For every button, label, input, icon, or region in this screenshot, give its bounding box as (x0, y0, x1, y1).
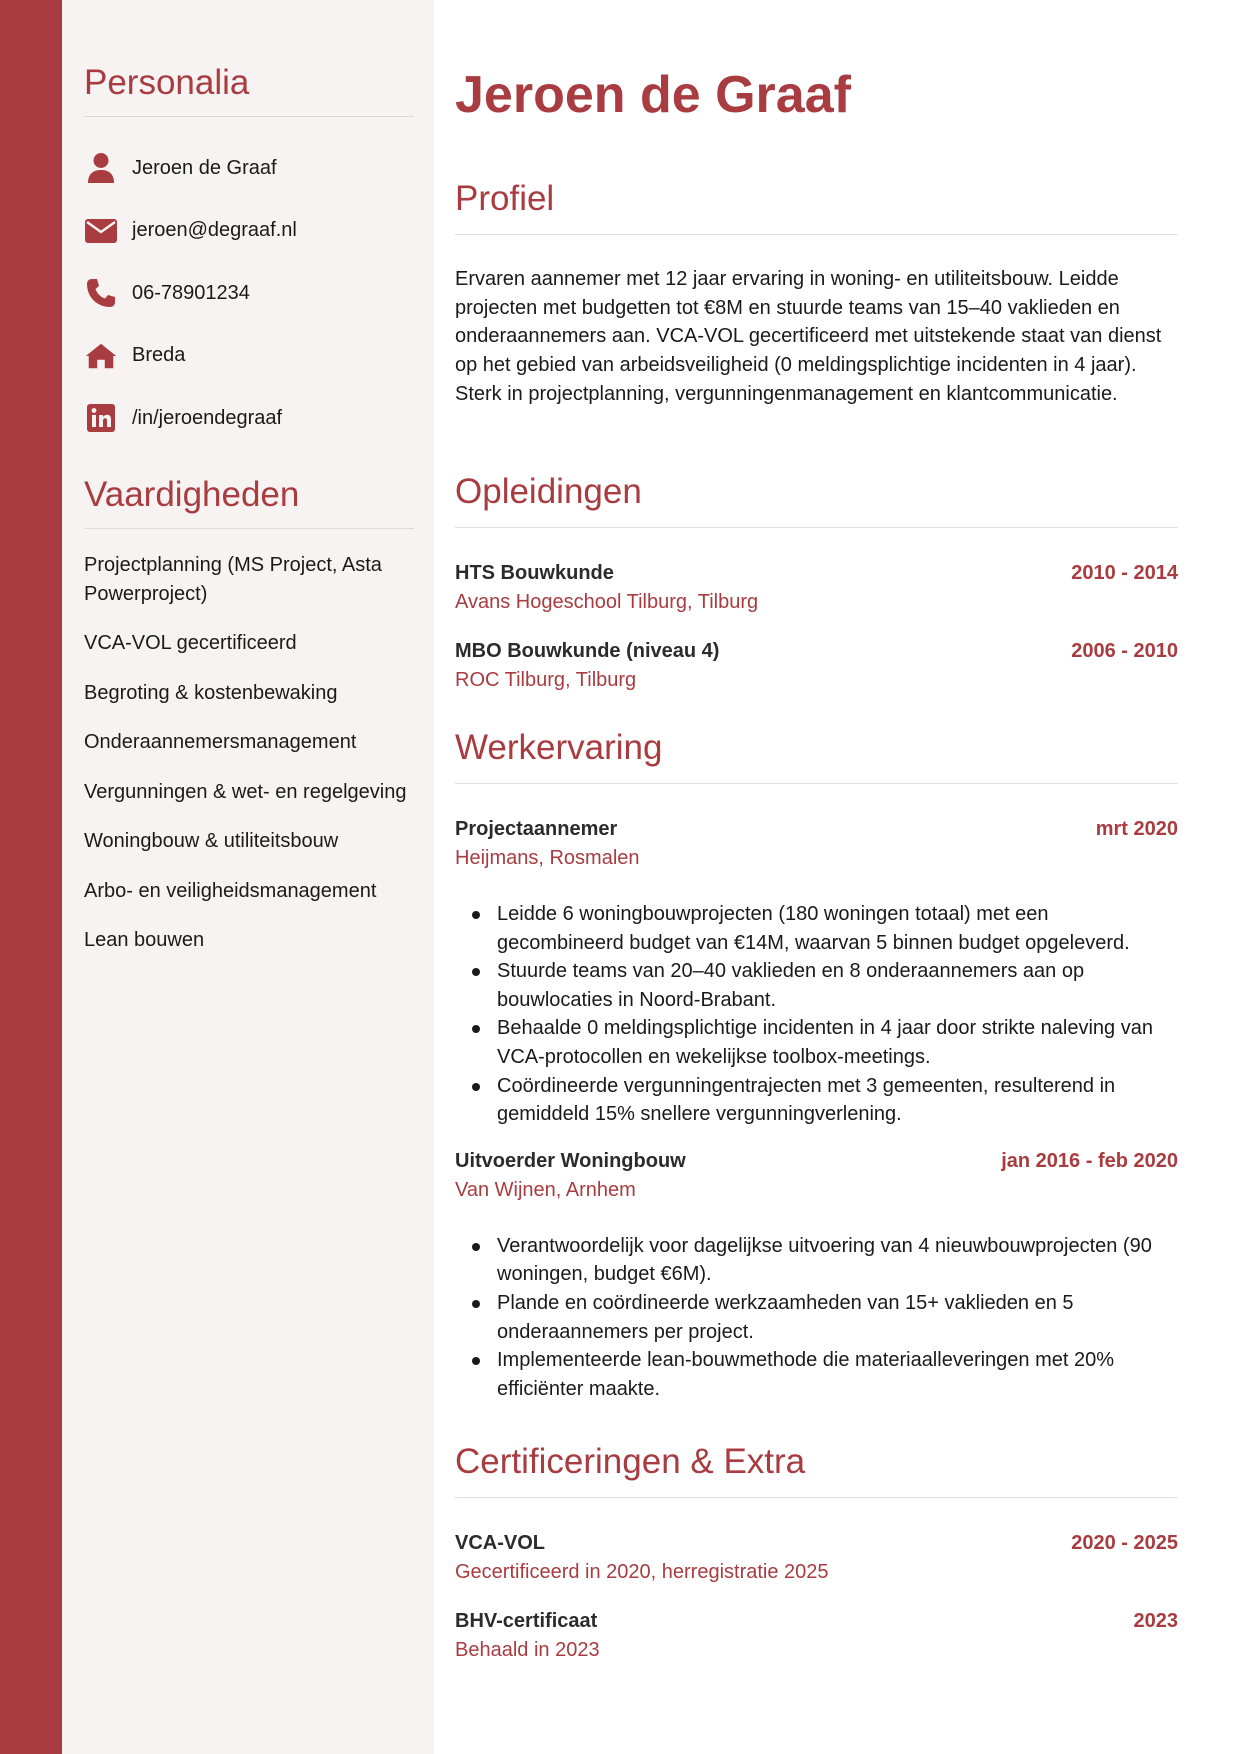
entry-title: Projectaannemer (455, 818, 618, 840)
entry-date: 2010 - 2014 (1071, 562, 1178, 584)
entry-subtitle: Behaald in 2023 (455, 1639, 600, 1661)
education-entry (455, 559, 1178, 617)
divider (455, 1497, 1178, 1498)
bullet-list (455, 1232, 1178, 1404)
personal-section (84, 62, 414, 450)
entry-title: BHV-certificaat (455, 1610, 598, 1632)
contact-list (84, 137, 414, 450)
contact-linkedin[interactable] (84, 387, 414, 450)
entry-subtitle: Van Wijnen, Arnhem (455, 1178, 636, 1201)
list-item: Leidde 6 woningbouwprojecten (180 woningen totaal) met een gecombineerd budget van €14M, waarvan 5 binnen budget opgeleverd. (455, 900, 1178, 957)
skill-item: Woningbouw & utiliteitsbouw (84, 830, 339, 852)
envelope-icon (84, 214, 118, 248)
contact-phone[interactable] (84, 262, 414, 325)
skill-item: Lean bouwen (84, 929, 205, 951)
experience-entry (455, 1147, 1178, 1404)
accent-bar (0, 0, 62, 1754)
divider (84, 116, 414, 117)
skill-item: Begroting & kostenbewaking (84, 681, 338, 704)
skill-item: Onderaannemersmanagement (84, 731, 357, 753)
entry-date: 2006 - 2010 (1071, 640, 1178, 662)
divider (84, 528, 414, 529)
profile-title: Profiel (455, 179, 555, 218)
entry-title: HTS Bouwkunde (455, 562, 614, 584)
entry-subtitle: Gecertificeerd in 2020, herregistratie 2025 (455, 1561, 829, 1583)
entry-title: VCA-VOL (455, 1532, 545, 1554)
entry-subtitle: Heijmans, Rosmalen (455, 847, 640, 869)
entry-title: MBO Bouwkunde (niveau 4) (455, 640, 720, 662)
home-icon (84, 339, 118, 373)
entry-date: 2020 - 2025 (1071, 1532, 1178, 1554)
entry-subtitle: ROC Tilburg, Tilburg (455, 669, 637, 691)
education-section (455, 471, 1178, 695)
skill-item: Vergunningen & wet- en regelgeving (84, 780, 407, 803)
contact-email[interactable] (84, 200, 414, 263)
entry-title: Uitvoerder Woningbouw (455, 1149, 686, 1172)
entry-date: mrt 2020 (1095, 818, 1178, 840)
main-content (434, 0, 1241, 1754)
divider (455, 234, 1178, 235)
list-item: Coördineerde vergunningentrajecten met 3 gemeenten, resulterend in gemiddeld 15% snellere vergunningverlening. (455, 1072, 1178, 1129)
experience-title: Werkervaring (455, 728, 663, 767)
profile-section (455, 178, 1178, 409)
sidebar (62, 0, 434, 1754)
divider (455, 527, 1178, 528)
list-item: Plande en coördineerde werkzaamheden van 15+ vaklieden en 5 onderaannemers per project. (455, 1289, 1178, 1346)
page-title: Jeroen de Graaf (455, 66, 851, 124)
skill-item: Projectplanning (MS Project, Asta Powerproject) (84, 554, 382, 605)
education-entry (455, 637, 1178, 695)
education-title: Opleidingen (455, 472, 642, 511)
phone-icon (84, 276, 118, 310)
skill-item: Arbo- en veiligheidsmanagement (84, 879, 377, 902)
entry-date: jan 2016 - feb 2020 (1001, 1149, 1178, 1172)
certifications-section (455, 1441, 1178, 1665)
divider (455, 783, 1178, 784)
contact-text: Jeroen de Graaf (132, 156, 277, 179)
contact-text: /in/jeroendegraaf (132, 406, 283, 429)
certification-entry (455, 1529, 1178, 1587)
skills-section (84, 474, 414, 976)
certification-entry (455, 1607, 1178, 1665)
list-item: Implementeerde lean-bouwmethode die materiaalleveringen met 20% efficiënter maakte. (455, 1346, 1178, 1403)
list-item: Verantwoordelijk voor dagelijkse uitvoering van 4 nieuwbouwprojecten (90 woningen, budget €6M). (455, 1232, 1178, 1289)
certifications-title: Certificeringen & Extra (455, 1442, 806, 1481)
user-icon (84, 151, 118, 185)
contact-text: jeroen@degraaf.nl (132, 219, 297, 242)
skills-list (84, 551, 414, 955)
bullet-list (455, 900, 1178, 1129)
contact-text: Breda (132, 344, 186, 367)
skills-title: Vaardigheden (84, 475, 300, 514)
list-item: Behaalde 0 meldingsplichtige incidenten in 4 jaar door strikte naleving van VCA-protocollen en wekelijkse toolbox-meetings. (455, 1014, 1178, 1071)
entry-date: 2023 (1133, 1610, 1178, 1632)
personal-title: Personalia (84, 63, 250, 102)
experience-entry (455, 815, 1178, 1129)
skill-item: VCA-VOL gecertificeerd (84, 632, 297, 654)
linkedin-icon (84, 401, 118, 435)
experience-section (455, 727, 1178, 1403)
list-item: Stuurde teams van 20–40 vaklieden en 8 onderaannemers aan op bouwlocaties in Noord-Brabant. (455, 957, 1178, 1014)
contact-text: 06-78901234 (132, 281, 250, 304)
contact-name (84, 137, 414, 200)
profile-text: Ervaren aannemer met 12 jaar ervaring in woning- en utiliteitsbouw. Leidde projecten met budgetten tot €8M en stuurde teams van 15–40 vaklieden en onderaannemers aan. VCA-VOL gecertificeerd met uitstekende staat van dienst op het gebied van arbeidsveiligheid (0 meldingsplichtige incidenten in 4 jaar). Sterk in projectplanning, vergunningenmanagement en klantcommunicatie. (455, 268, 1162, 405)
contact-location (84, 325, 414, 388)
entry-subtitle: Avans Hogeschool Tilburg, Tilburg (455, 591, 759, 613)
